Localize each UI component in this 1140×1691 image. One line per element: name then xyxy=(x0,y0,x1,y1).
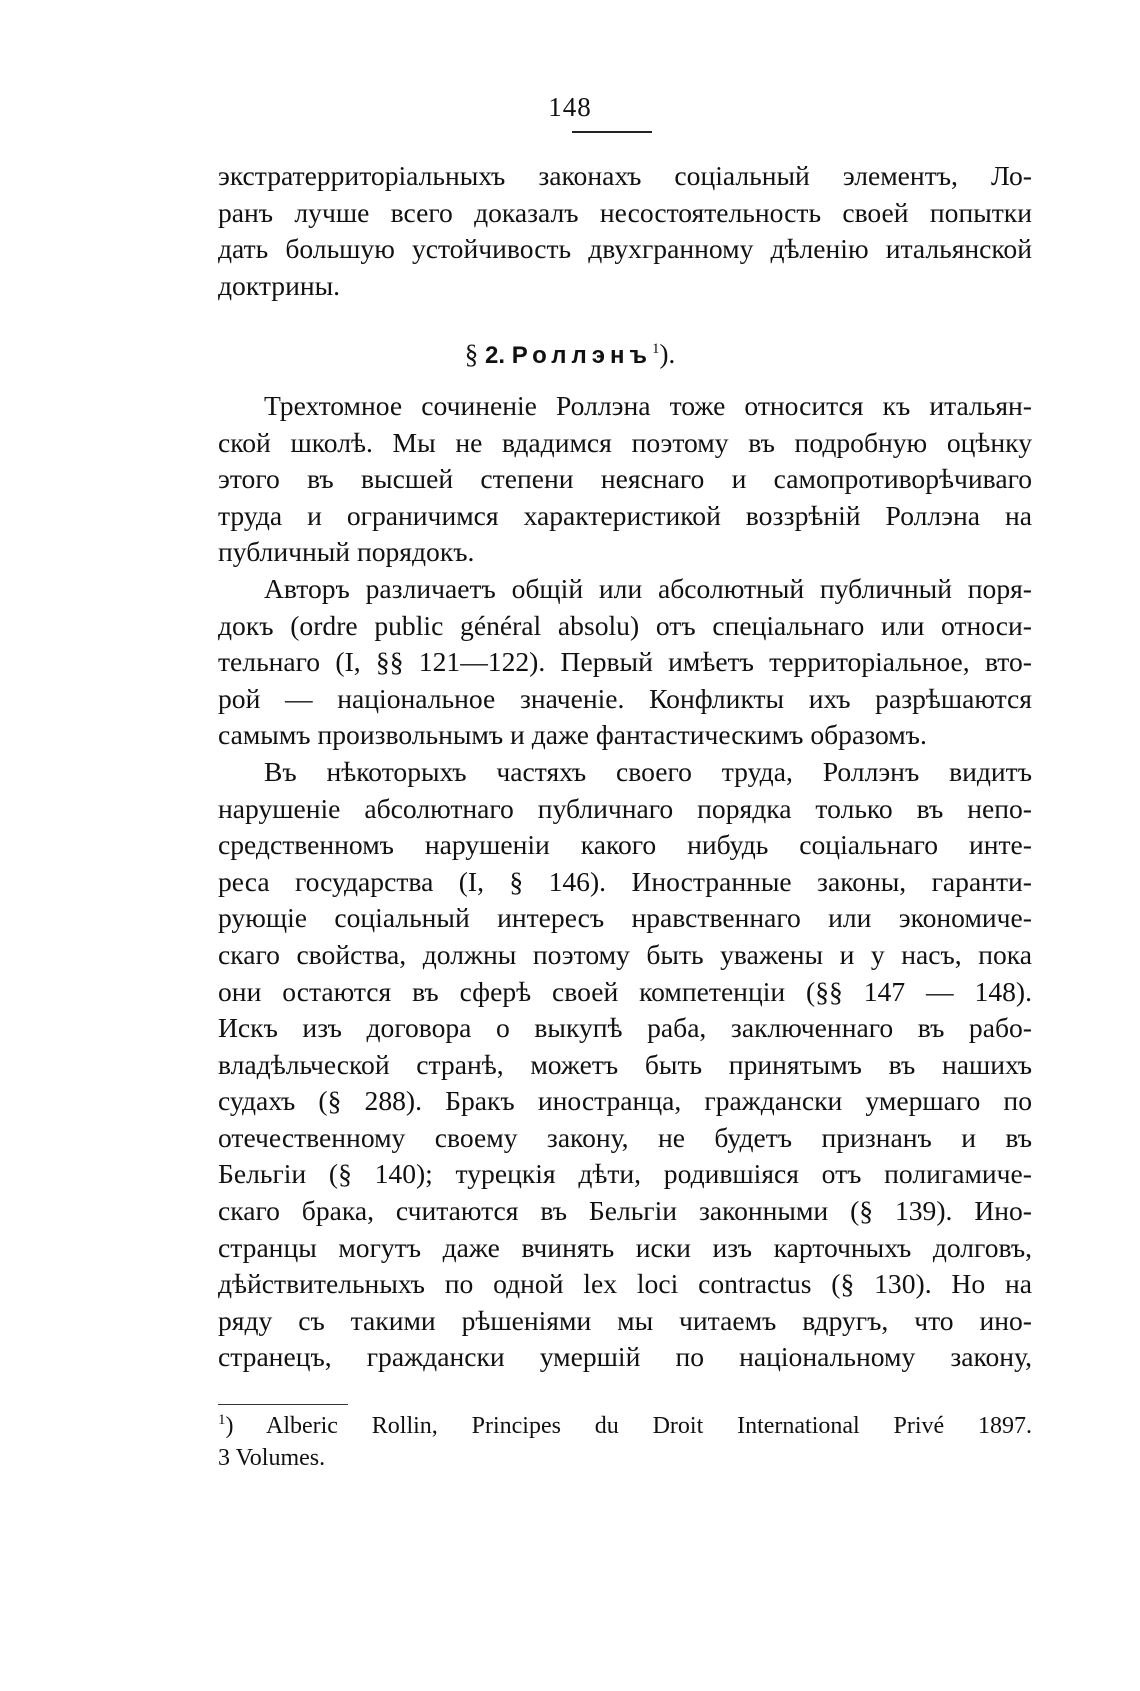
footnote-rule xyxy=(218,1404,348,1405)
text-line: скаго брака, считаются въ Бельгіи законными (§ 139). Ино- xyxy=(218,1195,1032,1227)
text-line: владѣльческой странѣ, можетъ быть принятымъ въ нашихъ xyxy=(218,1048,1032,1080)
text-line: средственномъ нарушеніи какого нибудь соціальнаго инте- xyxy=(218,829,1032,861)
text-line: Въ нѣкоторыхъ частяхъ своего труда, Роллэнъ видитъ xyxy=(264,755,1032,787)
footnote xyxy=(218,1410,1032,1474)
text-line: Бельгіи (§ 140); турецкія дѣти, родившіяся отъ полигамиче- xyxy=(218,1158,1032,1190)
text-line: странецъ, граждански умершій по національному закону, xyxy=(218,1341,1032,1373)
text-line: докъ (ordre public général absolu) отъ спеціальнаго или относи- xyxy=(218,609,1032,641)
text-line: реса государства (I, § 146). Иностранные законы, гаранти- xyxy=(218,865,1032,897)
text-line: ской школѣ. Мы не вдадимся поэтому въ подробную оцѣнку xyxy=(218,426,1032,458)
text-line: самымъ произвольнымъ и даже фантастическимъ образомъ. xyxy=(218,719,927,751)
text-line: дать большую устойчивость двухгранному дѣленію итальянской xyxy=(218,233,1032,265)
text-line: Искъ изъ договора о выкупѣ раба, заключеннаго въ рабо- xyxy=(218,1012,1032,1044)
text-line: нарушеніе абсолютнаго публичнаго порядка только въ непо- xyxy=(218,792,1032,824)
page-number-rule xyxy=(572,131,652,133)
footnote-text: ) Alberic Rollin, Principes du Droit International Privé 1897. xyxy=(225,1413,1032,1439)
text-line: Авторъ различаетъ общій или абсолютный публичный поря- xyxy=(264,572,1032,604)
text-line: странцы могутъ даже вчинять иски изъ карточныхъ долговъ, xyxy=(218,1231,1032,1263)
text-line: Трехтомное сочиненіе Роллэна тоже относится къ итальян- xyxy=(264,390,1032,421)
text-line: этого въ высшей степени неяснаго и самопротиворѣчиваго xyxy=(218,463,1032,495)
text-line: ранъ лучше всего доказалъ несостоятельность своей попытки xyxy=(218,196,1032,228)
footnote-line: 3 Volumes. xyxy=(218,1445,326,1471)
page-number: 148 xyxy=(548,92,592,122)
section-number: 2. xyxy=(485,342,506,369)
section-name: Роллэнъ xyxy=(511,342,652,369)
text-line: они остаются въ сферѣ своей компетенціи (§§ 147 — 148). xyxy=(218,975,1032,1007)
text-line: рующіе соціальный интересъ нравственнаго или экономиче- xyxy=(218,902,1032,934)
footnote-ref: 1 xyxy=(651,341,660,357)
section-mark: § xyxy=(464,339,479,369)
text-line: дѣйствительныхъ по одной lex loci contractus (§ 130). Но на xyxy=(218,1268,1032,1300)
text-line: рой — національное значеніе. Конфликты ихъ разрѣшаются xyxy=(218,682,1032,714)
text-line: скаго свойства, должны поэтому быть уважены и у насъ, пока xyxy=(218,938,1032,970)
text-line: ряду съ такими рѣшеніями мы читаемъ вдругъ, что ино- xyxy=(218,1304,1032,1336)
section-suffix: ). xyxy=(659,339,676,369)
text-line: судахъ (§ 288). Бракъ иностранца, граждански умершаго по xyxy=(218,1085,1032,1117)
section-heading xyxy=(0,339,1140,370)
text-line: труда и ограничимся характеристикой воззрѣній Роллэна на xyxy=(218,499,1032,531)
text-line: отечественному своему закону, не будетъ признанъ и въ xyxy=(218,1121,1032,1153)
text-line: экстратерриторіальныхъ законахъ соціальный элементъ, Ло- xyxy=(218,160,1032,191)
text-line: публичный порядокъ. xyxy=(218,536,475,568)
text-line: тельнаго (I, §§ 121—122). Первый имѣетъ территоріальное, вто- xyxy=(218,646,1032,678)
footnote-marker: 1 xyxy=(218,1412,226,1428)
body-text xyxy=(218,388,1032,1376)
footnote-line xyxy=(218,1410,1032,1442)
paragraph-continuation xyxy=(218,158,1032,304)
text-line: доктрины. xyxy=(218,269,341,301)
